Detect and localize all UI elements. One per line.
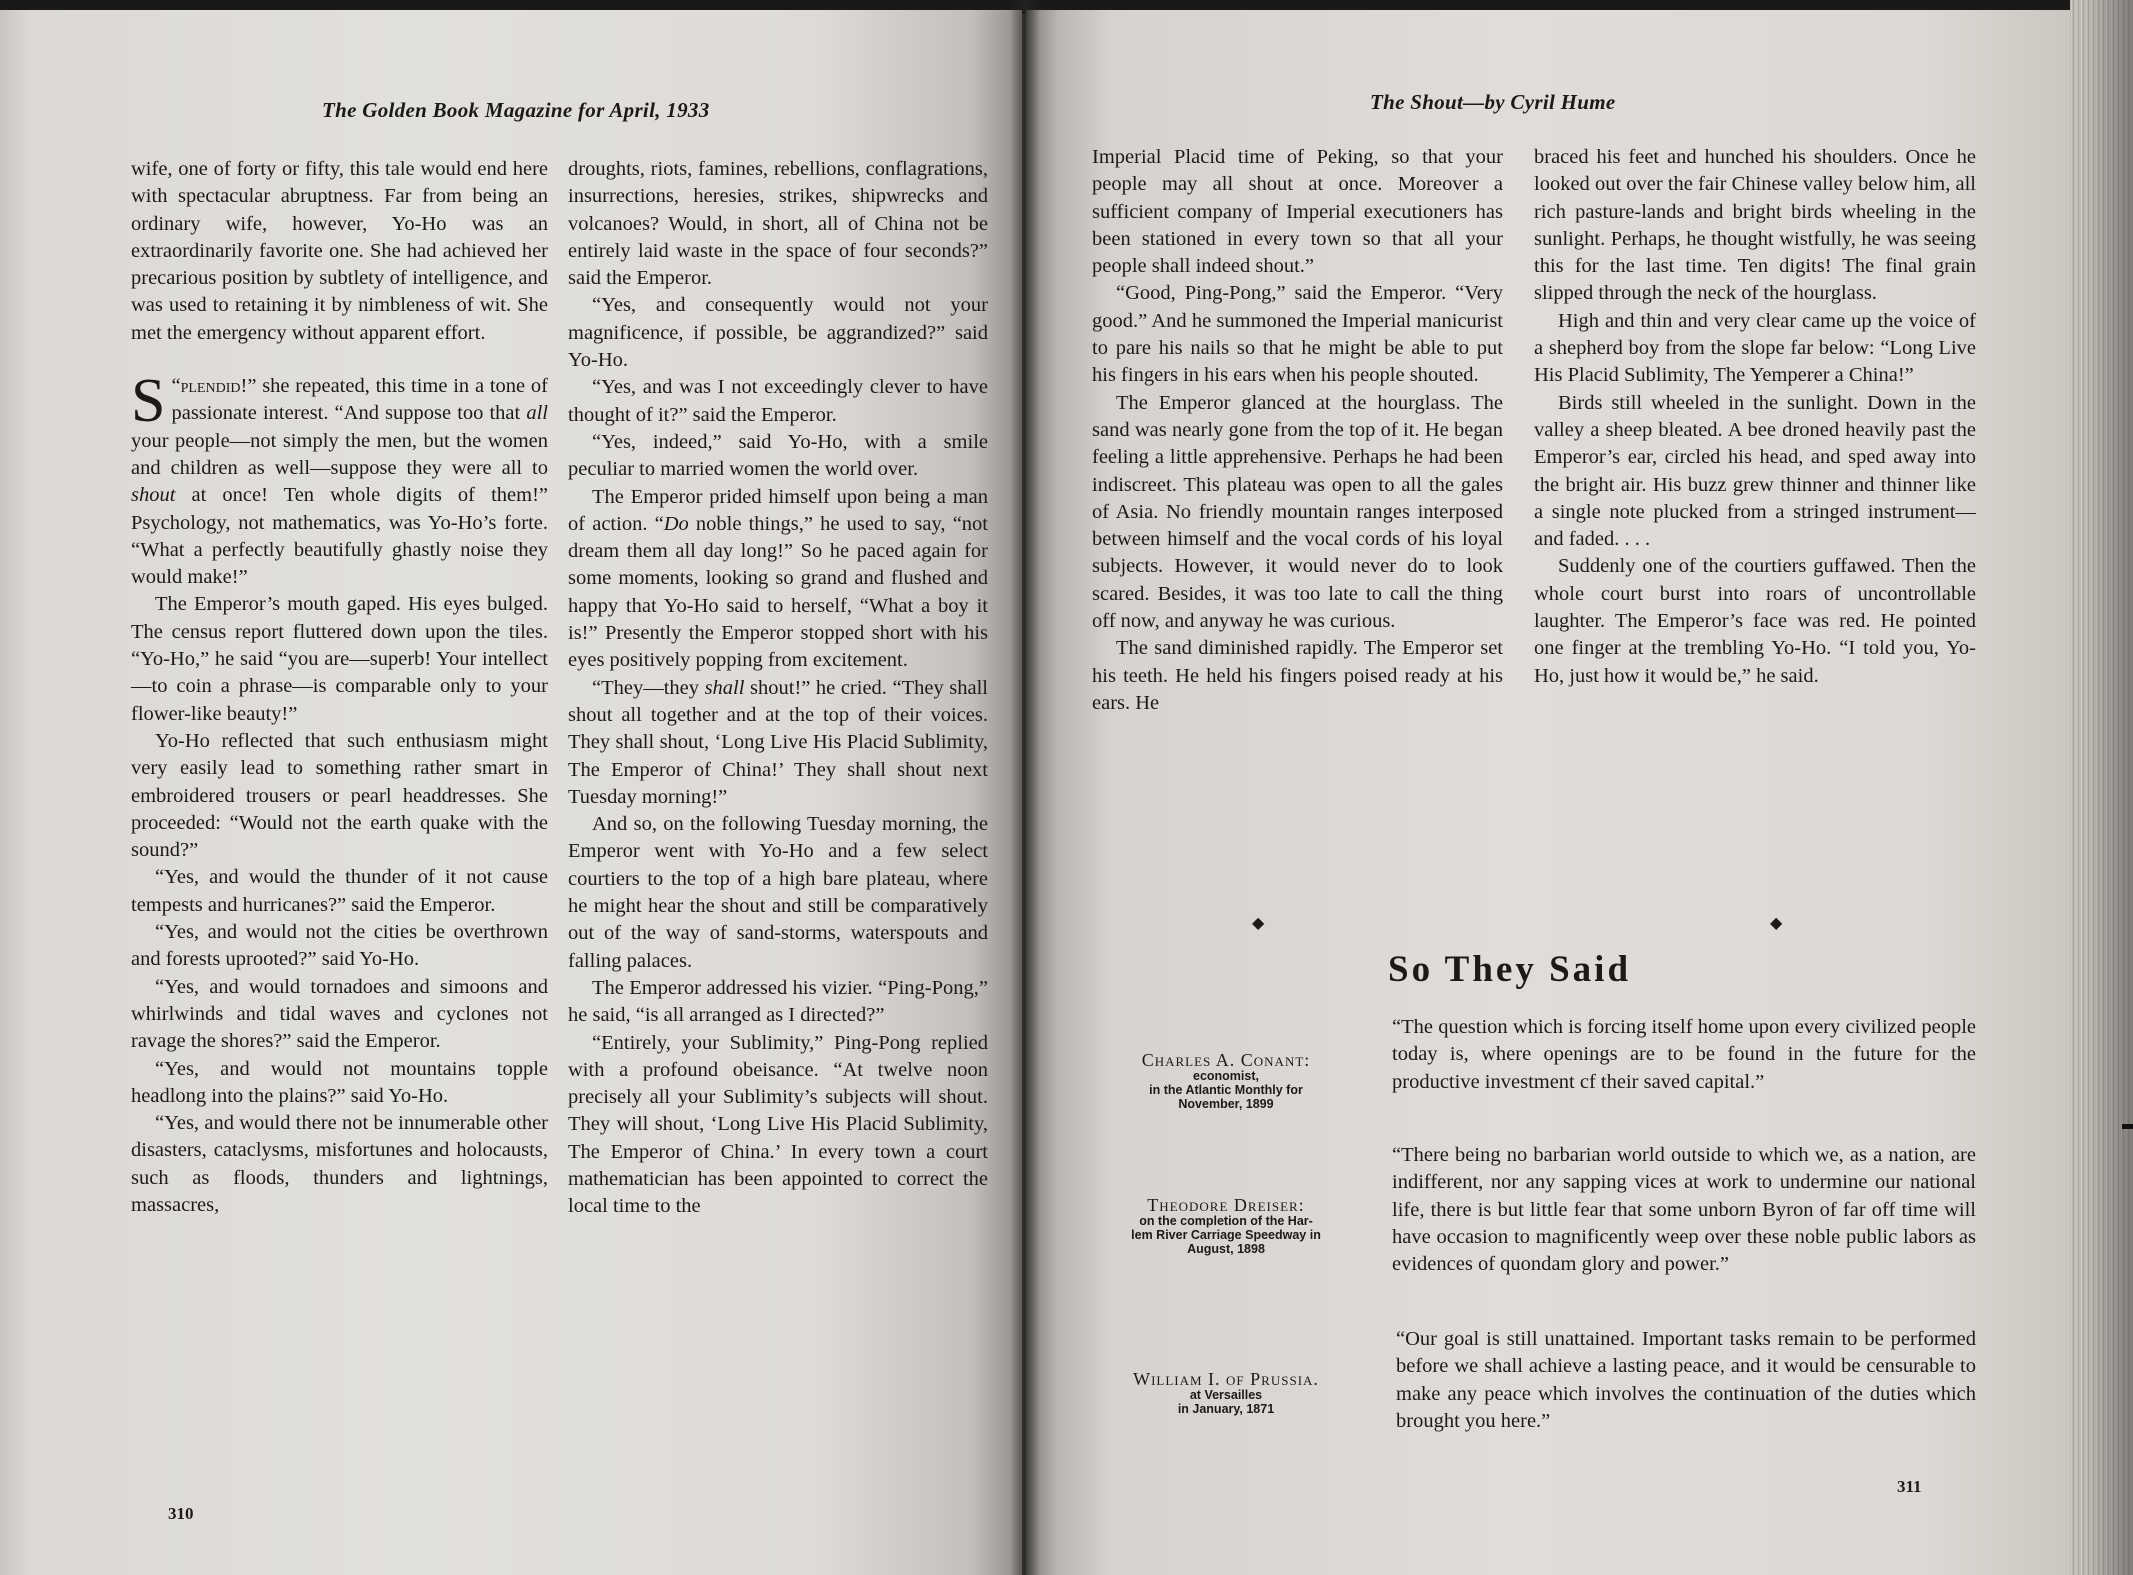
right-page xyxy=(1026,10,2084,1575)
paragraph: “Yes, indeed,” said Yo-Ho, with a smile peculiar to married women the world over. xyxy=(568,430,988,481)
paragraph: “Yes, and was I not exceedingly clever to have thought of it?” said the Emperor. xyxy=(568,376,988,426)
paragraph: “Yes, and would not the cities be overthrown and forests uprooted?” said Yo-Ho. xyxy=(131,921,548,971)
page-edges-shadow xyxy=(2084,0,2133,1575)
page-number-left: 310 xyxy=(168,1504,194,1523)
paragraph: “They—they shall shout!” he cried. “They shall shout all together and at the top of their voices. They shall shout, ‘Long Live His Placid Sublimity, The Emperor of China!’ They shall shout next Tuesday morning!” xyxy=(568,676,988,808)
book-gutter xyxy=(1010,0,1040,1575)
paragraph: “Yes, and would the thunder of it not cause tempests and hurricanes?” said the Emperor. xyxy=(131,866,548,916)
paragraph: And so, on the following Tuesday morning, the Emperor went with Yo-Ho and a few select courtiers to the top of a high bare plateau, where he might hear the shout and still be comparatively out of the way of sand-storms, waterspouts and falling palaces. xyxy=(568,813,988,972)
attribution: William I. of Prussia. at Versailles in January, 1871 xyxy=(1133,1369,1319,1416)
paragraph: The sand diminished rapidly. The Emperor set his teeth. He held his fingers poised ready at his ears. He xyxy=(1092,637,1503,714)
quote-text: “There being no barbarian world outside to which we, as a nation, are indifferent, nor any sapping vices at work to undermine our national life, there is but little fear that some unborn Byron of far off time will have occasion to magnificently weep over these noble public labors as evidences of quondam glory and power.” xyxy=(1392,1144,1976,1276)
drop-cap: S xyxy=(131,367,166,436)
paragraph: Birds still wheeled in the sunlight. Down in the valley a sheep bleated. A bee droned heavily past the Emperor’s ear, circled his head, and sped away into the bright air. His buzz grew thinner and thinner like a single note plucked from a stringed instrument—and faded. . . . xyxy=(1534,391,1976,551)
right-column-1 xyxy=(1092,144,1503,717)
left-page xyxy=(0,10,1022,1575)
ornament-icon: ◆ xyxy=(1252,915,1265,932)
right-column-2 xyxy=(1534,144,1976,690)
page-number-right: 311 xyxy=(1897,1477,1922,1496)
paragraph: Imperial Placid time of Peking, so that your people may all shout at once. Moreover a sufficient company of Imperial executioners has been stationed in every town so that all your people shall indeed shout.” xyxy=(1092,146,1503,278)
ornament-icon: ◆ xyxy=(1770,915,1783,932)
paragraph: Suddenly one of the courtiers guffawed. Then the whole court burst into roars of uncontrollable laughter. The Emperor’s face was red. He pointed one finger at the trembling Yo-Ho. “I told you, Yo-Ho, just how it would be,” he said. xyxy=(1534,555,1976,687)
paragraph: braced his feet and hunched his shoulders. Once he looked out over the fair Chinese valley below him, all rich pasture-lands and bright birds wheeling in the sunlight. Perhaps, he thought wistfully, he was seeing this for the last time. Ten digits! The final grain slipped through the neck of the hourglass. xyxy=(1534,146,1976,305)
paragraph: “Yes, and would tornadoes and simoons and whirlwinds and tidal waves and cyclones not ravage the shores?” said the Emperor. xyxy=(131,975,548,1053)
paragraph: “Yes, and would not mountains topple headlong into the plains?” said Yo-Ho. xyxy=(131,1057,548,1107)
quote-text: “The question which is forcing itself home upon every civilized people today is, where openings are to be found in the future for the productive investment cf their saved capital.” xyxy=(1392,1016,1976,1093)
paragraph: The Emperor’s mouth gaped. His eyes bulged. The census report fluttered down upon the tiles. “Yo-Ho,” he said “you are—superb! Your intellect—to coin a phrase—is comparable only to your flower-like beauty!” xyxy=(131,593,548,725)
paragraph: “Yes, and would there not be innumerable other disasters, cataclysms, misfortunes and holocausts, such as floods, thunders and lightnings, massacres, xyxy=(131,1112,548,1216)
paragraph: droughts, riots, famines, rebellions, conflagrations, insurrections, heresies, strikes, shipwrecks and volcanoes? Would, in short, all of China not be entirely laid waste in the space of four seconds?” said the Emperor. xyxy=(568,158,988,290)
left-column-2 xyxy=(568,156,988,1221)
quote-text: “Our goal is still unattained. Important tasks remain to be performed before we shall achieve a lasting peace, and it would be censurable to make any peace which involves the continuation of the duties which brought you here.” xyxy=(1396,1328,1976,1432)
attribution: Theodore Dreiser: on the completion of the Har- lem River Carriage Speedway in August, 1898 xyxy=(1131,1195,1321,1256)
running-head-left: The Golden Book Magazine for April, 1933 xyxy=(322,98,710,122)
attribution: Charles A. Conant: economist, in the Atlantic Monthly for November, 1899 xyxy=(1141,1050,1311,1111)
paragraph: The Emperor prided himself upon being a man of action. “Do noble things,” he used to say, “not dream them all day long!” So he paced again for some moments, looking so grand and flushed and happy that Yo-Ho said to herself, “What a boy it is!” Presently the Emperor stopped short with his eyes positively popping from excitement. xyxy=(568,485,988,672)
paragraph: The Emperor addressed his vizier. “Ping-Pong,” he said, “is all arranged as I directed?” xyxy=(568,976,988,1027)
left-column-1 xyxy=(131,156,548,1219)
paragraph: wife, one of forty or fifty, this tale would end here with spectacular abruptness. Far from being an ordinary wife, however, Yo-Ho was an extraordinarily favorite one. She had achieved her precarious position by subtlety of intelligence, and was used to retaining it by nimbleness of wit. She met the emergency without apparent effort. xyxy=(131,158,548,344)
section-title: So They Said xyxy=(1388,949,1632,990)
paragraph: “Good, Ping-Pong,” said the Emperor. “Very good.” And he summoned the Imperial manicurist to pare his nails so that he might be able to put his fingers in his ears when his people shouted. xyxy=(1092,282,1503,387)
paragraph: “Yes, and consequently would not your magnificence, if possible, be aggrandized?” said Yo-Ho. xyxy=(568,294,988,372)
paragraph: The Emperor glanced at the hourglass. The sand was nearly gone from the top of it. He began feeling a little apprehensive. Perhaps he had been indiscreet. This plateau was open to all the gales of Asia. No friendly mountain ranges interposed between himself and the vocal cords of his loyal subjects. However, it would never do to look scared. Besides, it was too late to call the thing off now, and anyway he was curious. xyxy=(1092,391,1503,633)
paragraph-splendid: “ S plendid!” she repeated, this time in a tone of passionate interest. “And suppose too that all your people—not simply the men, but the women and children as well—suppose they were all to shout at once! Ten whole digits of them!” Psychology, not mathematics, was Yo-Ho’s forte. “What a perfectly beautifully ghastly noise they would make!” xyxy=(131,367,548,589)
paragraph: “Entirely, your Sublimity,” Ping-Pong replied with a profound obeisance. “At twelve noon precisely all your Sublimity’s subjects will shout. They will shout, ‘Long Live His Placid Sublimity, The Emperor of China.’ In every town a court mathematician has been appointed to correct the local time to the xyxy=(568,1031,988,1218)
paragraph: Yo-Ho reflected that such enthusiasm might very easily lead to something rather smart in embroidered trousers or pearl headdresses. She proceeded: “Would not the earth quake with the sound?” xyxy=(131,729,548,862)
running-head-right: The Shout—by Cyril Hume xyxy=(1370,90,1616,114)
edge-marker xyxy=(2122,1124,2133,1129)
paragraph: High and thin and very clear came up the voice of a shepherd boy from the slope far below: “Long Live His Placid Sublimity, The Yemperer a China!” xyxy=(1534,309,1976,387)
